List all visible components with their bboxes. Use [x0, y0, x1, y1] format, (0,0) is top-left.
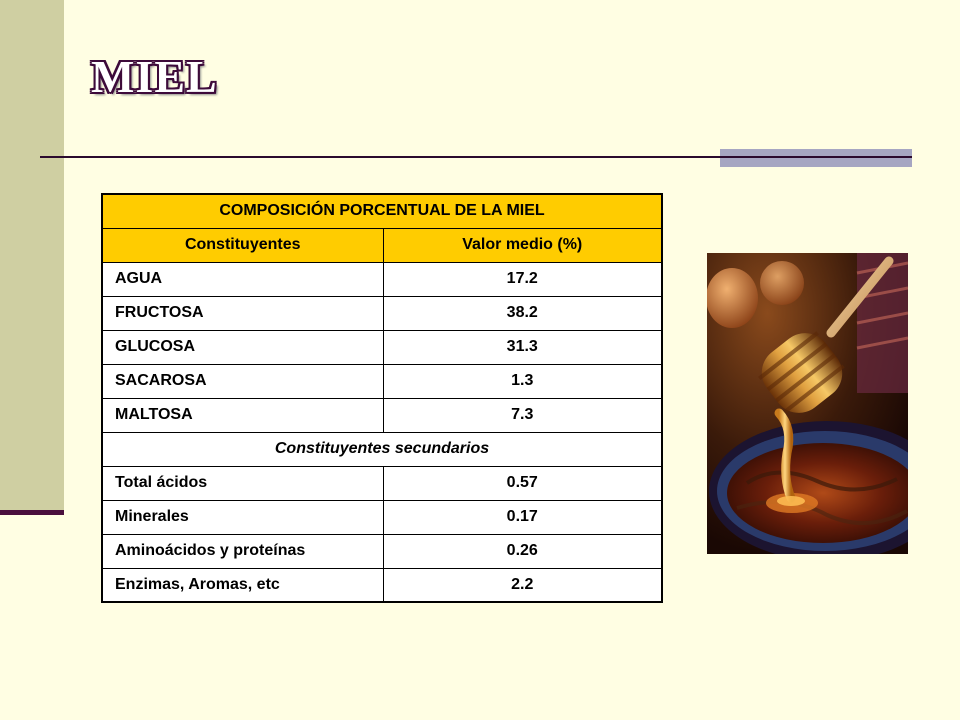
constituent-name: Minerales: [102, 500, 383, 534]
side-band-accent: [0, 510, 64, 515]
constituent-name: FRUCTOSA: [102, 296, 383, 330]
honey-photo: [707, 253, 908, 554]
table-header-row: [102, 228, 662, 262]
constituent-value: 0.26: [383, 534, 662, 568]
title-underline-overlay: [720, 156, 912, 158]
constituent-name: Total ácidos: [102, 466, 383, 500]
table-row: [102, 466, 662, 500]
section-label: Constituyentes secundarios: [102, 432, 662, 466]
constituent-value: 0.57: [383, 466, 662, 500]
constituent-name: Enzimas, Aromas, etc: [102, 568, 383, 602]
constituent-value: 17.2: [383, 262, 662, 296]
column-header-constituents: Constituyentes: [102, 228, 383, 262]
table-row: [102, 534, 662, 568]
table-row: [102, 262, 662, 296]
composition-table: [101, 193, 663, 603]
constituent-value: 1.3: [383, 364, 662, 398]
constituent-value: 0.17: [383, 500, 662, 534]
table-section-row: [102, 432, 662, 466]
table-row: [102, 330, 662, 364]
table-row: [102, 398, 662, 432]
table-row: [102, 500, 662, 534]
constituent-name: GLUCOSA: [102, 330, 383, 364]
table-caption: COMPOSICIÓN PORCENTUAL DE LA MIEL: [102, 194, 662, 228]
title-underline-block: [720, 149, 912, 167]
table-row: [102, 568, 662, 602]
constituent-value: 2.2: [383, 568, 662, 602]
constituent-value: 7.3: [383, 398, 662, 432]
constituent-name: Aminoácidos y proteínas: [102, 534, 383, 568]
column-header-value: Valor medio (%): [383, 228, 662, 262]
table-caption-row: [102, 194, 662, 228]
side-band: [0, 0, 64, 512]
constituent-name: AGUA: [102, 262, 383, 296]
table-row: [102, 364, 662, 398]
constituent-value: 38.2: [383, 296, 662, 330]
constituent-name: MALTOSA: [102, 398, 383, 432]
constituent-name: SACAROSA: [102, 364, 383, 398]
slide-title: MIEL: [91, 51, 218, 102]
table-row: [102, 296, 662, 330]
constituent-value: 31.3: [383, 330, 662, 364]
